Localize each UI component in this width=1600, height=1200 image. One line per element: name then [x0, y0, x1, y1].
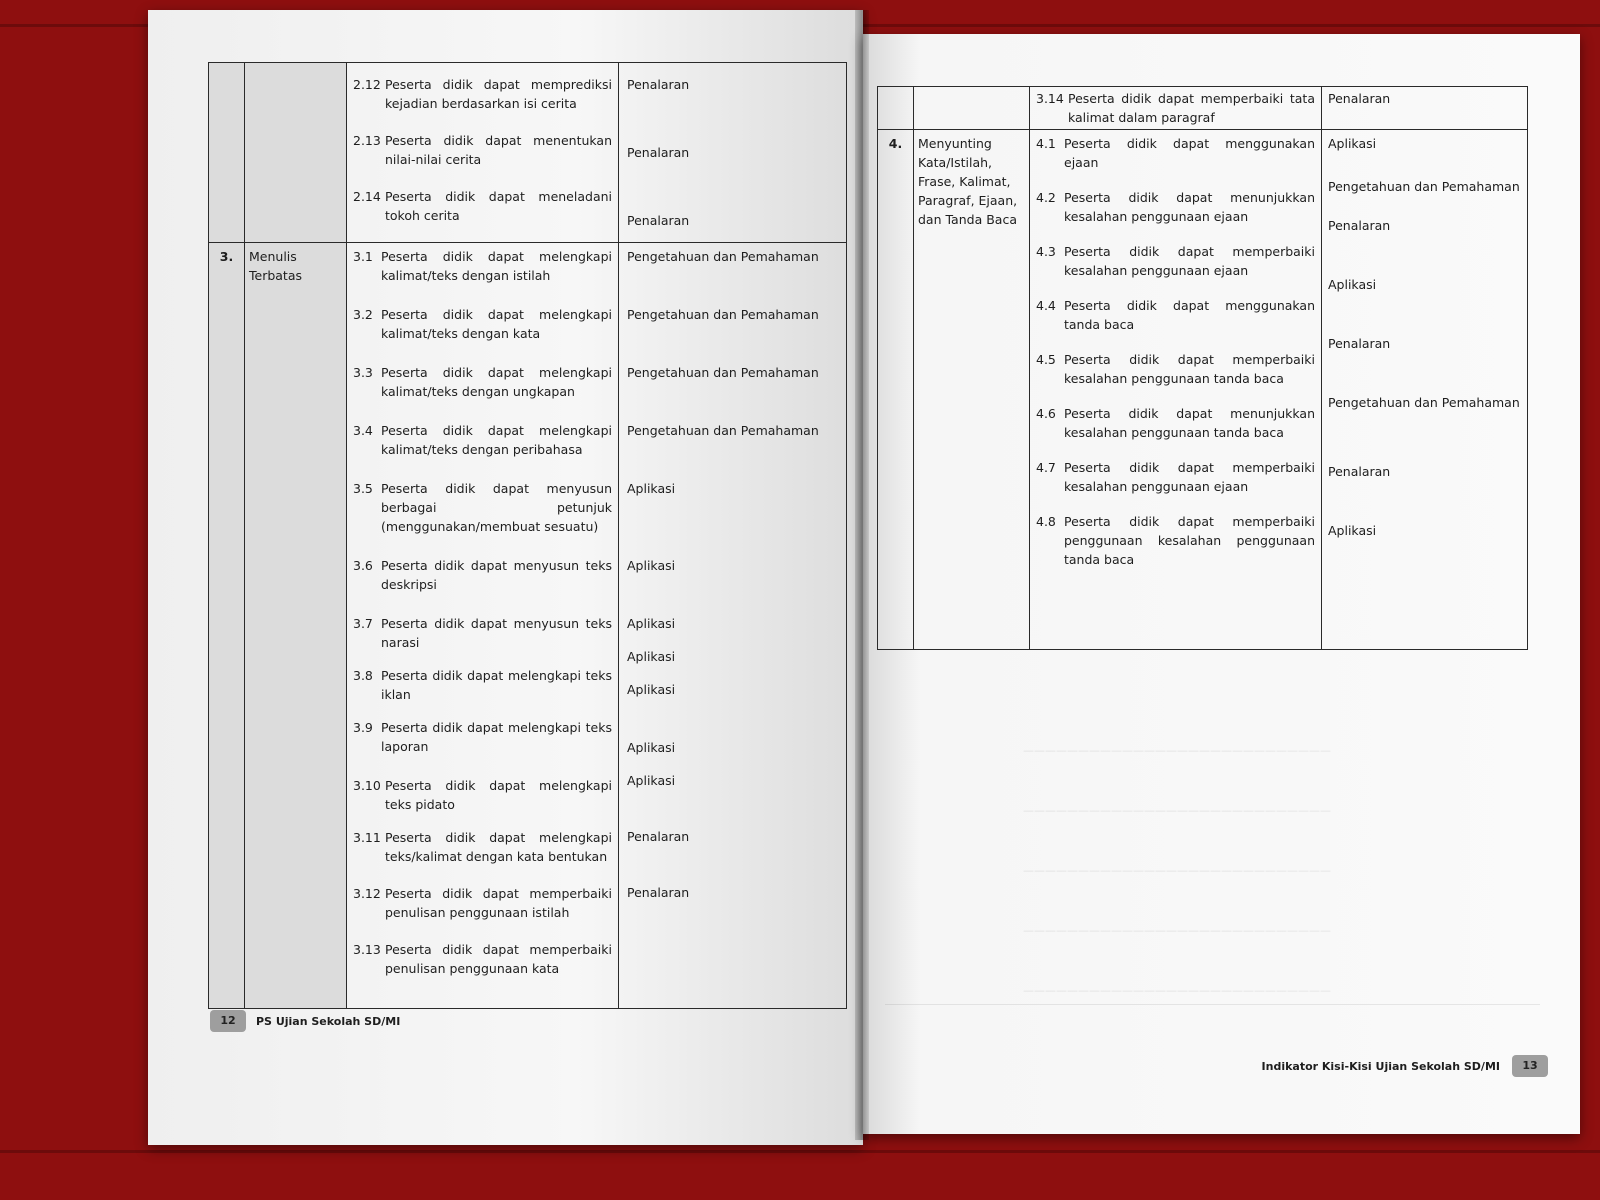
- no-cell: [878, 87, 914, 130]
- indicator-cell: [1030, 130, 1322, 650]
- indicator-text: Peserta didik dapat melengkapi teks laporan: [381, 720, 612, 754]
- section-number: 3.: [209, 243, 245, 1009]
- level-label: Penalaran: [627, 829, 690, 844]
- indicator-item: [1036, 89, 1315, 127]
- indicator-number: 4.1: [1036, 136, 1056, 151]
- indicator-text: Peserta didik dapat melengkapi teks/kalimat dengan kata bentukan: [385, 830, 612, 864]
- level-label: Pengetahuan dan Pemahaman: [627, 365, 819, 380]
- footer-title: Indikator Kisi-Kisi Ujian Sekolah SD/MI: [1261, 1059, 1500, 1073]
- indicator-item: [353, 75, 612, 113]
- table-row: [209, 63, 847, 243]
- indicator-item: [1036, 188, 1315, 226]
- indicator-cell: [347, 243, 619, 1009]
- indicator-text: Peserta didik dapat memperbaiki penulisan penggunaan kata: [385, 942, 612, 976]
- left-table: [208, 62, 847, 1009]
- table-row: [878, 87, 1528, 130]
- level-label: Pengetahuan dan Pemahaman: [1328, 179, 1520, 194]
- indicator-number: 4.7: [1036, 460, 1056, 475]
- surface-stripe: [0, 1150, 1600, 1153]
- indicator-text: Peserta didik dapat memperbaiki kesalahan penggunaan tanda baca: [1064, 352, 1315, 386]
- right-page: [863, 34, 1580, 1134]
- section-skill: Menyunting Kata/Istilah, Frase, Kalimat, Paragraf, Ejaan, dan Tanda Baca: [914, 130, 1030, 650]
- indicator-number: 3.4: [353, 423, 373, 438]
- indicator-number: 4.3: [1036, 244, 1056, 259]
- show-through-rule: [885, 1004, 1540, 1005]
- book-gutter: [855, 10, 869, 1140]
- indicator-item: [353, 131, 612, 169]
- indicator-number: 3.9: [353, 720, 373, 735]
- indicator-item: [353, 828, 612, 866]
- show-through-line: ————————————————————————————: [1023, 744, 1331, 757]
- indicator-cell: [1030, 87, 1322, 130]
- section-number: 4.: [878, 130, 914, 650]
- indicator-text: Peserta didik dapat memperbaiki penggunaan kesalahan penggunaan tanda baca: [1064, 514, 1315, 567]
- level-label: Aplikasi: [627, 616, 676, 631]
- indicator-text: Peserta didik dapat menentukan nilai-nilai cerita: [385, 133, 612, 167]
- level-label: Aplikasi: [1328, 277, 1377, 292]
- level-label: Pengetahuan dan Pemahaman: [627, 307, 819, 322]
- indicator-text: Peserta didik dapat melengkapi kalimat/teks dengan peribahasa: [381, 423, 612, 457]
- indicator-item: [353, 421, 612, 459]
- indicator-number: 4.6: [1036, 406, 1056, 421]
- level-label: Penalaran: [1328, 464, 1391, 479]
- indicator-number: 3.5: [353, 481, 373, 496]
- indicator-item: [353, 884, 612, 922]
- indicator-text: Peserta didik dapat meneladani tokoh cerita: [385, 189, 612, 223]
- footer-title: PS Ujian Sekolah SD/MI: [256, 1014, 401, 1028]
- show-through-line: ————————————————————————————: [1023, 984, 1331, 997]
- indicator-text: Peserta didik dapat menyusun teks narasi: [381, 616, 612, 650]
- level-label: Penalaran: [627, 213, 690, 228]
- indicator-text: Peserta didik dapat memperbaiki kesalahan penggunaan ejaan: [1064, 460, 1315, 494]
- table-row: [209, 243, 847, 1009]
- table-row: [878, 130, 1528, 650]
- indicator-number: 4.4: [1036, 298, 1056, 313]
- level-cell: [1322, 87, 1528, 130]
- indicator-text: Peserta didik dapat melengkapi kalimat/teks dengan ungkapan: [381, 365, 612, 399]
- page-number: 13: [1512, 1055, 1548, 1077]
- level-label: Aplikasi: [627, 649, 676, 664]
- page-number: 12: [210, 1010, 246, 1032]
- indicator-text: Peserta didik dapat memprediksi kejadian berdasarkan isi cerita: [385, 77, 612, 111]
- show-through-line: ————————————————————————————: [1023, 924, 1331, 937]
- level-label: Penalaran: [627, 145, 690, 160]
- level-label: Pengetahuan dan Pemahaman: [627, 249, 819, 264]
- indicator-item: [1036, 296, 1315, 334]
- indicator-text: Peserta didik dapat menggunakan tanda baca: [1064, 298, 1315, 332]
- indicator-number: 3.3: [353, 365, 373, 380]
- indicator-item: [353, 305, 612, 343]
- level-label: Penalaran: [1328, 91, 1391, 106]
- indicator-text: Peserta didik dapat memperbaiki kesalahan penggunaan ejaan: [1064, 244, 1315, 278]
- show-through-line: ————————————————————————————: [1023, 864, 1331, 877]
- level-label: Aplikasi: [627, 773, 676, 788]
- indicator-item: [353, 556, 612, 594]
- indicator-item: [353, 479, 612, 536]
- indicator-text: Peserta didik dapat menyusun berbagai petunjuk (menggunakan/membuat sesuatu): [381, 481, 612, 534]
- level-label: Aplikasi: [627, 740, 676, 755]
- indicator-number: 3.12: [353, 886, 381, 901]
- level-label: Aplikasi: [1328, 523, 1377, 538]
- indicator-text: Peserta didik dapat memperbaiki penulisan penggunaan istilah: [385, 886, 612, 920]
- right-table: [877, 86, 1528, 650]
- section-skill: Menulis Terbatas: [245, 243, 347, 1009]
- indicator-text: Peserta didik dapat melengkapi kalimat/teks dengan kata: [381, 307, 612, 341]
- indicator-item: [1036, 350, 1315, 388]
- level-label: Pengetahuan dan Pemahaman: [627, 423, 819, 438]
- indicator-number: 2.14: [353, 189, 381, 204]
- indicator-text: Peserta didik dapat melengkapi teks pidato: [385, 778, 612, 812]
- indicator-item: [1036, 134, 1315, 172]
- indicator-number: 4.5: [1036, 352, 1056, 367]
- level-cell: [619, 63, 847, 243]
- indicator-item: [1036, 512, 1315, 569]
- skill-cell: [245, 63, 347, 243]
- indicator-cell: [347, 63, 619, 243]
- indicator-number: 3.1: [353, 249, 373, 264]
- indicator-number: 3.8: [353, 668, 373, 683]
- indicator-text: Peserta didik dapat menyusun teks deskripsi: [381, 558, 612, 592]
- indicator-item: [353, 666, 612, 704]
- indicator-item: [1036, 458, 1315, 496]
- indicator-item: [353, 940, 612, 978]
- indicator-number: 3.2: [353, 307, 373, 322]
- indicator-item: [353, 363, 612, 401]
- indicator-text: Peserta didik dapat melengkapi kalimat/teks dengan istilah: [381, 249, 612, 283]
- left-footer: [210, 1010, 400, 1032]
- indicator-item: [353, 718, 612, 756]
- show-through-line: ————————————————————————————: [1023, 804, 1331, 817]
- indicator-number: 3.10: [353, 778, 381, 793]
- indicator-item: [1036, 242, 1315, 280]
- indicator-text: Peserta didik dapat menggunakan ejaan: [1064, 136, 1315, 170]
- indicator-number: 3.11: [353, 830, 381, 845]
- level-label: Aplikasi: [627, 682, 676, 697]
- indicator-number: 3.6: [353, 558, 373, 573]
- skill-cell: [914, 87, 1030, 130]
- no-cell: [209, 63, 245, 243]
- indicator-item: [353, 776, 612, 814]
- left-page: [148, 10, 863, 1145]
- level-label: Aplikasi: [627, 481, 676, 496]
- indicator-number: 3.14: [1036, 91, 1064, 106]
- indicator-number: 3.7: [353, 616, 373, 631]
- indicator-text: Peserta didik dapat menunjukkan kesalahan penggunaan ejaan: [1064, 190, 1315, 224]
- indicator-text: Peserta didik dapat menunjukkan kesalahan penggunaan tanda baca: [1064, 406, 1315, 440]
- indicator-number: 2.13: [353, 133, 381, 148]
- indicator-number: 4.8: [1036, 514, 1056, 529]
- indicator-text: Peserta didik dapat melengkapi teks iklan: [381, 668, 612, 702]
- level-label: Penalaran: [1328, 218, 1391, 233]
- level-cell: [619, 243, 847, 1009]
- level-label: Pengetahuan dan Pemahaman: [1328, 395, 1520, 410]
- level-label: Aplikasi: [627, 558, 676, 573]
- indicator-number: 4.2: [1036, 190, 1056, 205]
- indicator-number: 2.12: [353, 77, 381, 92]
- indicator-text: Peserta didik dapat memperbaiki tata kalimat dalam paragraf: [1068, 91, 1315, 125]
- level-label: Penalaran: [1328, 336, 1391, 351]
- level-label: Penalaran: [627, 885, 690, 900]
- indicator-item: [353, 247, 612, 285]
- level-label: Penalaran: [627, 77, 690, 92]
- indicator-item: [1036, 404, 1315, 442]
- indicator-item: [353, 614, 612, 652]
- level-label: Aplikasi: [1328, 136, 1377, 151]
- indicator-number: 3.13: [353, 942, 381, 957]
- level-cell: [1322, 130, 1528, 650]
- indicator-item: [353, 187, 612, 225]
- right-footer: [1262, 1055, 1548, 1077]
